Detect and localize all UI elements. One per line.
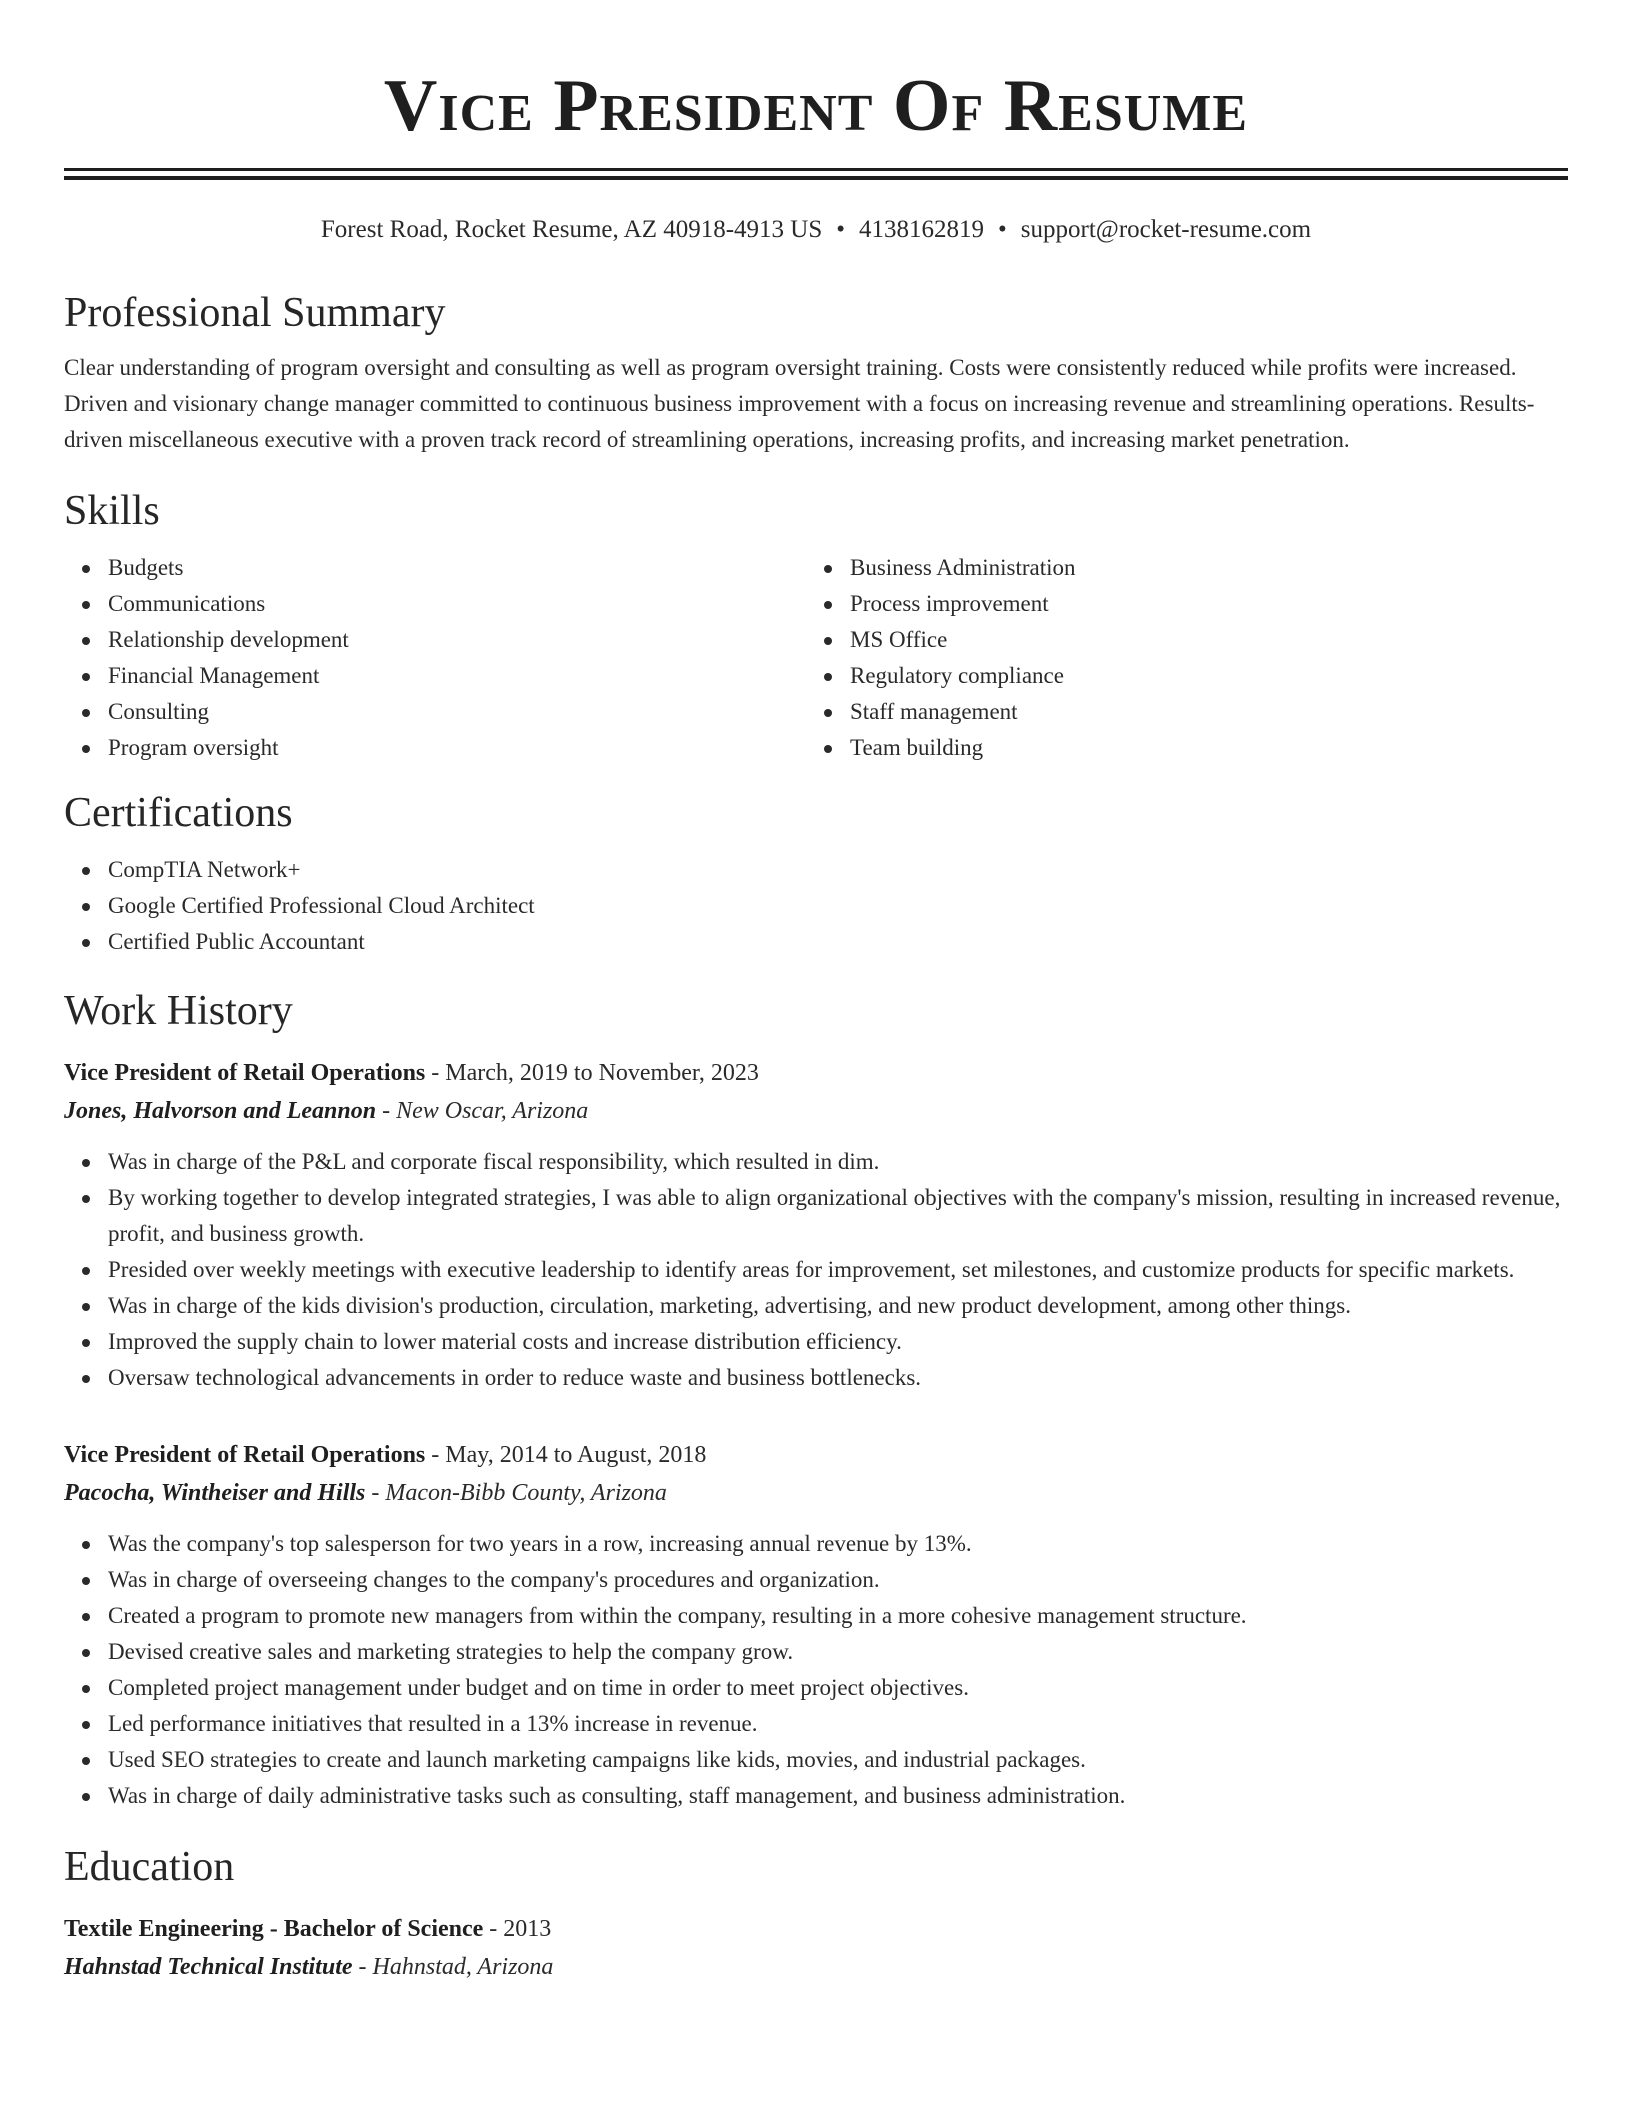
contact-line <box>64 214 1568 246</box>
job-position: Vice President of Retail Operations <box>64 1442 426 1468</box>
certifications-heading: Certifications <box>64 790 293 836</box>
job-location: New Oscar, Arizona <box>396 1098 589 1124</box>
contact-phone: 4138162819 <box>859 216 985 243</box>
summary-text: Clear understanding of program oversight and consulting as well as program oversight training. Costs were consistently reduced while profits were increased. Driven and visionary change manager committed to continuous business improvement with a focus on increasing revenue and streamlining operations. Results-driven miscellaneous executive with a proven track record of streamlining operations, increasing profits, and increasing market penetration. <box>64 355 1535 452</box>
job-title-line: Vice President of Retail Operations - May, 2014 to August, 2018 <box>64 1442 707 1468</box>
work-history-heading: Work History <box>64 988 293 1034</box>
job-bullet: Was in charge of the P&L and corporate fiscal responsibility, which resulted in dim. <box>64 1144 1568 1180</box>
contact-address: Forest Road, Rocket Resume, AZ 40918-4913 US <box>320 216 823 243</box>
skill-item: Relationship development <box>64 622 806 658</box>
job-dates: May, 2014 to August, 2018 <box>445 1442 707 1468</box>
job-title-line: Vice President of Retail Operations - March, 2019 to November, 2023 <box>64 1060 759 1086</box>
summary-heading: Professional Summary <box>64 290 446 336</box>
certifications-list <box>64 852 1568 960</box>
header-rule-top <box>64 168 1568 171</box>
job-bullet: Was in charge of overseeing changes to the company's procedures and organization. <box>64 1562 1568 1598</box>
contact-separator: • <box>836 216 846 243</box>
job-entry <box>64 1054 1568 1396</box>
job-bullet: Improved the supply chain to lower material costs and increase distribution efficiency. <box>64 1324 1568 1360</box>
skill-item: MS Office <box>806 622 1548 658</box>
job-position: Vice President of Retail Operations <box>64 1060 426 1086</box>
skill-item: Program oversight <box>64 730 806 766</box>
resume-page <box>64 0 1568 1986</box>
education-year: 2013 <box>503 1916 552 1942</box>
education-heading: Education <box>64 1844 235 1890</box>
skill-item: Process improvement <box>806 586 1548 622</box>
job-location: Macon-Bibb County, Arizona <box>385 1480 667 1506</box>
skills-heading: Skills <box>64 488 160 534</box>
skills-column-right <box>806 550 1548 766</box>
education-degree: Textile Engineering - Bachelor of Science <box>64 1916 484 1942</box>
skills-column-left <box>64 550 806 766</box>
job-dates: March, 2019 to November, 2023 <box>445 1060 759 1086</box>
job-bullet: Led performance initiatives that resulted in a 13% increase in revenue. <box>64 1706 1568 1742</box>
job-company-line: Jones, Halvorson and Leannon - New Oscar, Arizona <box>64 1098 589 1124</box>
skill-item: Staff management <box>806 694 1548 730</box>
resume-name: Vice President Of Resume <box>383 65 1249 147</box>
skill-item: Budgets <box>64 550 806 586</box>
job-bullet: Devised creative sales and marketing strategies to help the company grow. <box>64 1634 1568 1670</box>
skill-item: Consulting <box>64 694 806 730</box>
job-bullet: Used SEO strategies to create and launch marketing campaigns like kids, movies, and industrial packages. <box>64 1742 1568 1778</box>
job-bullet: Completed project management under budget and on time in order to meet project objectives. <box>64 1670 1568 1706</box>
skills-grid <box>64 550 1568 766</box>
job-bullets <box>64 1526 1568 1814</box>
job-bullets <box>64 1144 1568 1396</box>
skill-item: Team building <box>806 730 1548 766</box>
education-school: Hahnstad Technical Institute <box>64 1954 353 1980</box>
skill-item: Business Administration <box>806 550 1548 586</box>
education-school-line: Hahnstad Technical Institute - Hahnstad, Arizona <box>64 1954 554 1980</box>
job-bullet: Created a program to promote new managers from within the company, resulting in a more cohesive management structure. <box>64 1598 1568 1634</box>
contact-email: support@rocket-resume.com <box>1020 216 1312 243</box>
education-location: Hahnstad, Arizona <box>372 1954 554 1980</box>
job-bullet: By working together to develop integrated strategies, I was able to align organizational objectives with the company's mission, resulting in increased revenue, profit, and business growth. <box>64 1180 1568 1252</box>
certification-item: Certified Public Accountant <box>64 924 1568 960</box>
skill-item: Communications <box>64 586 806 622</box>
job-entry <box>64 1436 1568 1814</box>
skill-item: Regulatory compliance <box>806 658 1548 694</box>
job-bullet: Oversaw technological advancements in order to reduce waste and business bottlenecks. <box>64 1360 1568 1396</box>
job-bullet: Was in charge of daily administrative tasks such as consulting, staff management, and business administration. <box>64 1778 1568 1814</box>
contact-separator: • <box>998 216 1007 243</box>
skill-item: Financial Management <box>64 658 806 694</box>
certification-item: CompTIA Network+ <box>64 852 1568 888</box>
education-entry <box>64 1910 1568 1986</box>
job-company-line: Pacocha, Wintheiser and Hills - Macon-Bibb County, Arizona <box>64 1480 667 1506</box>
job-bullet: Presided over weekly meetings with executive leadership to identify areas for improvement, set milestones, and customize products for specific markets. <box>64 1252 1568 1288</box>
job-company: Jones, Halvorson and Leannon <box>64 1098 377 1124</box>
certification-item: Google Certified Professional Cloud Architect <box>64 888 1568 924</box>
job-bullet: Was in charge of the kids division's production, circulation, marketing, advertising, and new product development, among other things. <box>64 1288 1568 1324</box>
job-company: Pacocha, Wintheiser and Hills <box>64 1480 366 1506</box>
header-rule-bottom <box>64 176 1568 180</box>
job-bullet: Was the company's top salesperson for two years in a row, increasing annual revenue by 13%. <box>64 1526 1568 1562</box>
education-degree-line: Textile Engineering - Bachelor of Science - 2013 <box>64 1916 552 1942</box>
